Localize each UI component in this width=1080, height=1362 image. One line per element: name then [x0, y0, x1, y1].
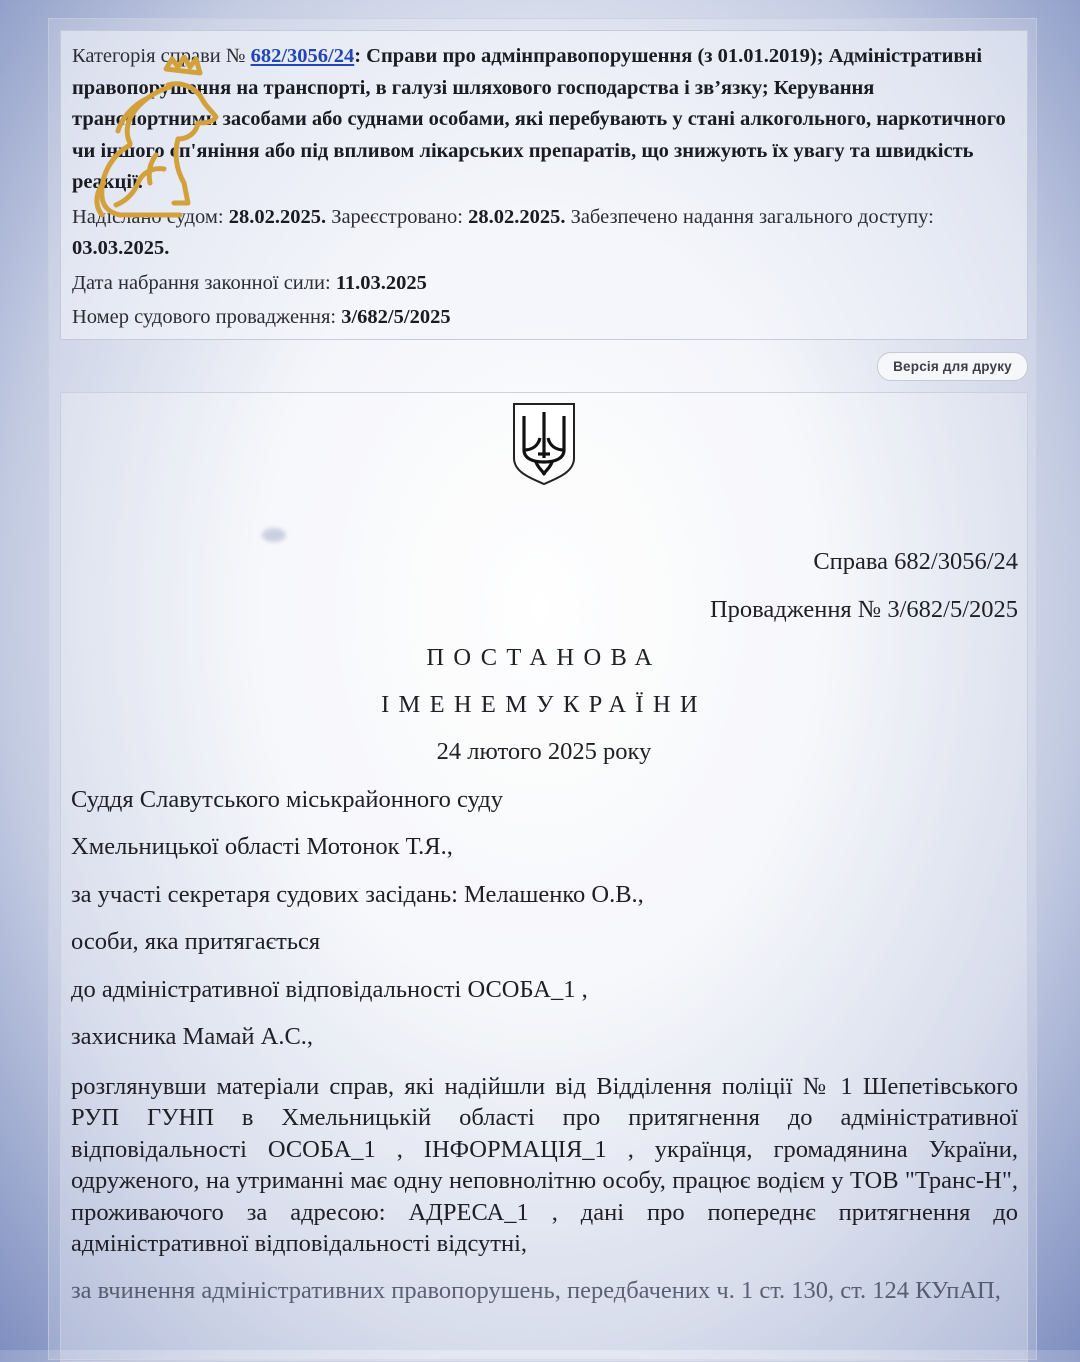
access-label: Забезпечено надання загального доступу: — [570, 205, 934, 228]
document-subtitle: ІМЕНЕМУКРАЇНИ — [381, 691, 707, 718]
responsibility-line: до адміністративної відповідальності ОСОБА_1 , — [71, 976, 588, 1003]
blur-spot — [262, 528, 286, 542]
category-label: Категорія справи № — [72, 45, 246, 67]
print-version-button[interactable]: Версія для друку — [877, 352, 1028, 381]
proceeding-number — [72, 302, 1015, 334]
case-line: Справа 682/3056/24 — [813, 548, 1018, 575]
sent-date: 28.02.2025. — [228, 205, 327, 228]
force-label: Дата набрання законної сили: — [72, 271, 331, 294]
force-date: 11.03.2025 — [335, 271, 427, 294]
proceeding-line: Провадження № 3/682/5/2025 — [709, 596, 1018, 623]
registered-date: 28.02.2025. — [468, 205, 566, 228]
registered-label: Зареєстровано: — [331, 205, 463, 228]
proceeding-value: 3/682/5/2025 — [341, 306, 451, 328]
document-title: ПОСТАНОВА — [426, 644, 662, 671]
legal-force — [72, 268, 1015, 300]
proceeding-label: Номер судового провадження: — [72, 306, 337, 328]
golden-lion-logo-icon — [86, 55, 226, 225]
category-text: : Справи про адмінправопорушення (з 01.01.2019); Адміністративні правопорушення на транспорті, в галузі шляхового господарства і зв’язку; Керування транспортними засобами або суднами особами, які перебувають у стані алкогольного, наркотичного чи іншого сп'яніння або під впливом лікарських препаратів, що знижують їх увагу та швидкість реакції. — [72, 45, 1006, 193]
ukraine-trident-icon — [512, 402, 576, 486]
judge-line: Суддя Славутського міськрайонного суду — [71, 786, 503, 813]
materials-paragraph: розглянувши матеріали справ, які надійшли від Відділення поліції № 1 Шепетівського РУП ГУНП в Хмельницькій області про притягнення до адміністративної відповідальності ОСОБА_1 , ІНФОРМАЦІЯ_1 , українця, громадянина України, одруженого, на утриманні має одну неповнолітню особу, працює водієм у ТОВ "Транс-Н", проживаючого за адресою: АДРЕСА_1 , дані про попереднє притягнення до адміністративної відповідальності відсутні, — [71, 1073, 1018, 1258]
secretary-line: за участі секретаря судових засідань: Мелашенко О.В., — [71, 881, 644, 908]
defender-line: захисника Мамай А.С., — [71, 1023, 314, 1050]
person-line: особи, яка притягається — [71, 928, 321, 955]
sent-label: Надіслано судом: — [72, 205, 224, 228]
access-date: 03.03.2025. — [72, 237, 170, 259]
judge-name-line: Хмельницької області Мотонок Т.Я., — [71, 833, 453, 860]
offense-paragraph: за вчинення адміністративних правопорушень, передбачених ч. 1 ст. 130, ст. 124 КУпАП, — [71, 1277, 1001, 1304]
case-number-link[interactable]: 682/3056/24 — [250, 45, 355, 67]
document-date: 24 лютого 2025 року — [436, 738, 652, 765]
